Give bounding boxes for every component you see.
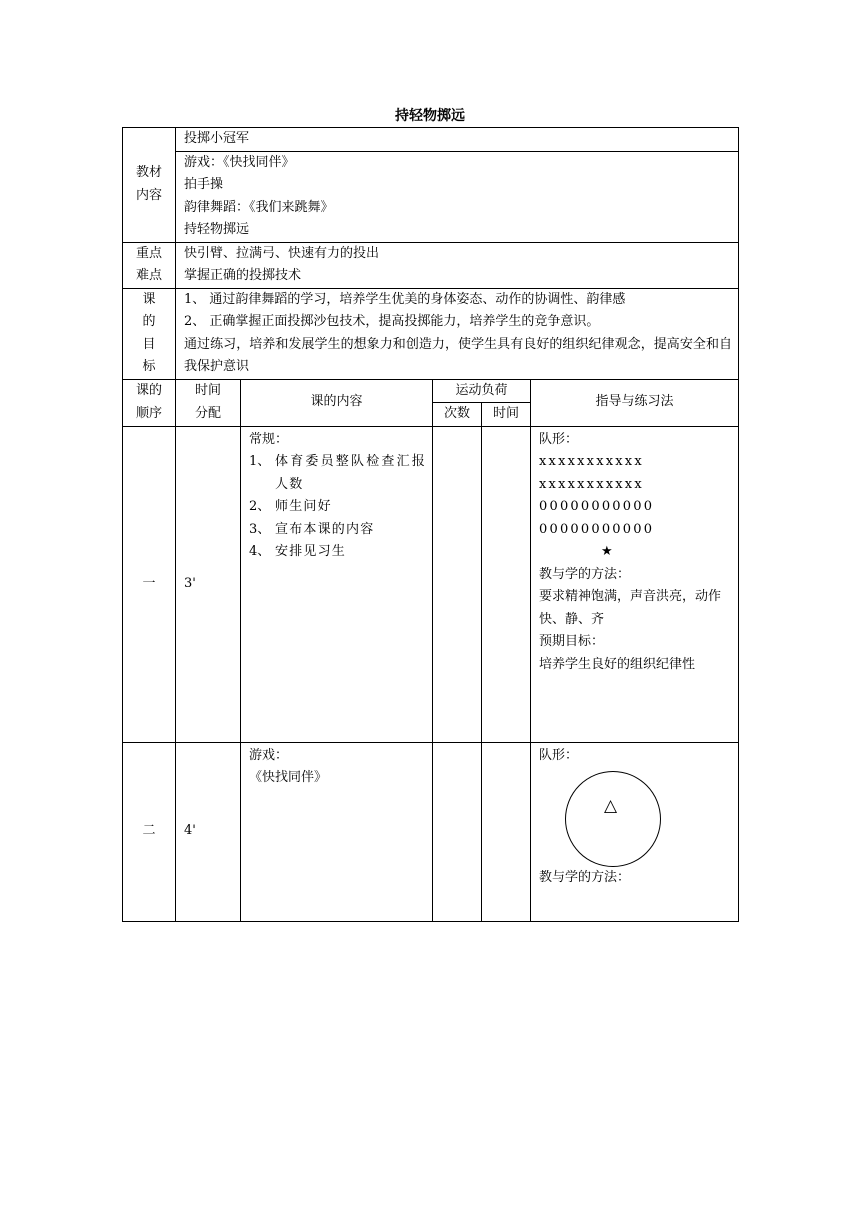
objectives-row	[123, 288, 739, 379]
objective-item: 通过练习，培养和发展学生的想象力和创造力，使学生具有良好的组织纪律观念，提高安全和自我保护意识	[184, 336, 733, 374]
row1-method-label: 教与学的方法：	[539, 566, 631, 582]
materials-items-rest	[176, 151, 739, 242]
list-item-text: 安排见习生	[275, 544, 347, 559]
circle-formation	[539, 767, 732, 867]
row2-content-title: 游戏：	[249, 747, 289, 763]
list-item	[249, 541, 426, 564]
row2-order: 二	[123, 742, 176, 921]
key-points-label-text: 重点 难点	[135, 245, 162, 283]
header-time	[176, 379, 241, 426]
schedule-header-row	[123, 379, 739, 403]
formation-line: 00000000000	[539, 499, 655, 514]
row2-count	[433, 742, 482, 921]
key-point-item: 快引臂、拉满弓、快速有力的投出	[184, 245, 380, 261]
materials-item-0: 投掷小冠军	[176, 128, 739, 152]
row1-time: 3'	[176, 426, 241, 742]
materials-item: 持轻物掷远	[184, 222, 250, 237]
lesson-plan-table	[122, 127, 739, 922]
list-item	[249, 451, 426, 496]
schedule-row-1	[123, 426, 739, 742]
row2-time: 4'	[176, 742, 241, 921]
key-points-label	[123, 242, 176, 288]
header-load: 运动负荷	[433, 379, 531, 403]
materials-row	[123, 128, 739, 152]
row1-content-title: 常规：	[249, 431, 289, 447]
list-item-text: 体育委员整队检查汇报人数	[275, 454, 426, 492]
header-count: 次数	[433, 403, 482, 427]
row1-content	[241, 426, 433, 742]
key-points-content	[176, 242, 739, 288]
row2-content-subtitle: 《快找同伴》	[249, 770, 328, 785]
header-order	[123, 379, 176, 426]
triangle-icon: △	[604, 796, 618, 816]
key-point-item: 掌握正确的投掷技术	[184, 268, 302, 283]
row1-method-text: 要求精神饱满，声音洪亮，动作快、静、齐	[539, 589, 722, 627]
header-duration: 时间	[482, 403, 531, 427]
objectives-label	[123, 288, 176, 379]
materials-label	[123, 128, 176, 243]
row2-guidance	[531, 742, 739, 921]
row2-formation-label: 队形：	[539, 747, 579, 763]
row1-order: 一	[123, 426, 176, 742]
row1-count	[433, 426, 482, 742]
list-item-text: 师生问好	[275, 499, 332, 514]
header-guidance: 指导与练习法	[531, 379, 739, 426]
objectives-content	[176, 288, 739, 379]
header-content: 课的内容	[241, 379, 433, 426]
objectives-label-text: 课 的 目 标	[142, 291, 156, 374]
list-item-number: 3、	[249, 521, 271, 537]
list-item-number: 2、	[249, 499, 271, 514]
objective-item: 2、 正确掌握正面投掷沙包技术，提高投掷能力，培养学生的竞争意识。	[184, 314, 600, 329]
list-item-number: 4、	[249, 544, 271, 559]
header-order-text: 课的 顺序	[135, 383, 162, 421]
objective-item: 1、 通过韵律舞蹈的学习，培养学生优美的身体姿态、动作的协调性、韵律感	[184, 291, 626, 307]
row2-method-label: 教与学的方法：	[539, 870, 631, 885]
teacher-star-icon: ★	[601, 544, 613, 559]
list-item-text: 宣布本课的内容	[275, 521, 375, 537]
row1-formation-label: 队形：	[539, 431, 579, 447]
list-item-number: 1、	[249, 454, 271, 469]
row1-content-list	[249, 451, 426, 564]
formation-line: xxxxxxxxxxx	[539, 476, 644, 492]
row2-content	[241, 742, 433, 921]
materials-row-2	[123, 151, 739, 242]
schedule-row-2	[123, 742, 739, 921]
materials-item: 游戏：《快找同伴》	[184, 154, 295, 170]
row1-goal-label: 预期目标：	[539, 634, 605, 649]
row1-guidance	[531, 426, 739, 742]
materials-item: 韵律舞蹈：《我们来跳舞》	[184, 199, 334, 215]
row2-duration	[482, 742, 531, 921]
row1-goal-text: 培养学生良好的组织纪律性	[539, 656, 696, 672]
list-item	[249, 519, 426, 542]
page-title: 持轻物掷远	[395, 108, 465, 124]
list-item	[249, 496, 426, 519]
key-points-row	[123, 242, 739, 288]
materials-label-text: 教材 内容	[135, 165, 162, 203]
materials-item: 拍手操	[184, 177, 224, 192]
row1-duration	[482, 426, 531, 742]
formation-line: xxxxxxxxxxx	[539, 454, 644, 469]
header-time-text: 时间 分配	[194, 383, 221, 421]
circle-icon	[565, 771, 661, 867]
formation-line: 00000000000	[539, 521, 655, 537]
